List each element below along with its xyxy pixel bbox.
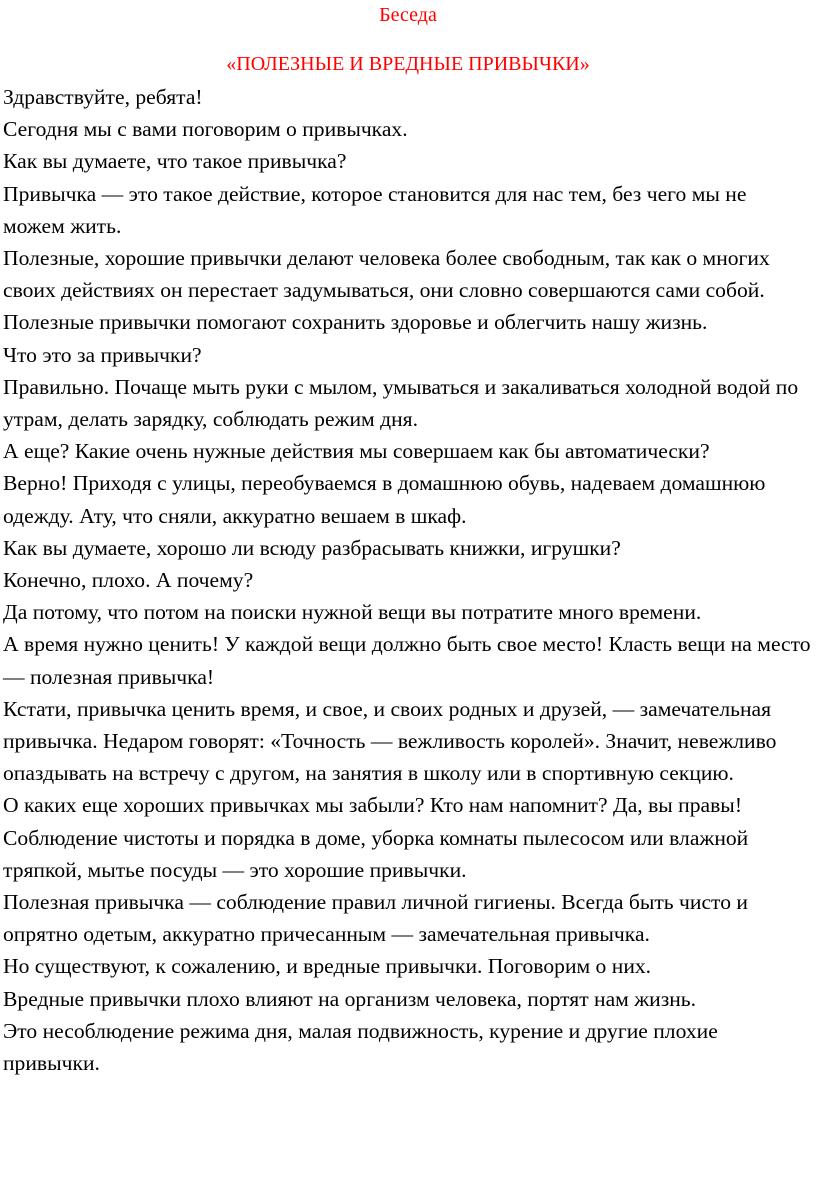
document-subheading: «ПОЛЕЗНЫЕ И ВРЕДНЫЕ ПРИВЫЧКИ» bbox=[226, 53, 590, 75]
paragraph: Здравствуйте, ребята! bbox=[3, 85, 203, 109]
paragraph: Верно! Приходя с улицы, переобуваемся в домашнюю обувь, надеваем домашнюю одежду. Ату, что сняли, аккуратно вешаем в шкаф. bbox=[3, 471, 766, 528]
document-body bbox=[3, 81, 813, 1079]
paragraph: Это несоблюдение режима дня, малая подвижность, курение и другие плохие привычки. bbox=[3, 1018, 718, 1076]
paragraph: О каких еще хороших привычках мы забыли? Кто нам напомнит? Да, вы правы! Соблюдение чистоты и порядка в доме, уборка комнаты пылесосом или влажной тряпкой, мытье посуды — это хорошие привычки. bbox=[3, 793, 749, 882]
paragraph: Правильно. Почаще мыть руки с мылом, умываться и закаливаться холодной водой по утрам, делать зарядку, соблюдать режим дня. bbox=[3, 374, 799, 432]
paragraph: Полезные, хорошие привычки делают человека более свободным, так как о многих своих действиях он перестает задумываться, они словно совершаются сами собой. bbox=[3, 246, 770, 303]
paragraph: Полезная привычка — соблюдение правил личной гигиены. Всегда быть чисто и опрятно одетым, аккуратно причесанным — замечательная привычка. bbox=[3, 890, 748, 947]
document-heading: Беседа bbox=[379, 4, 437, 26]
paragraph: Кстати, привычка ценить время, и свое, и своих родных и друзей, — замечательная привычка. Недаром говорят: «Точность — вежливость королей». Значит, невежливо опаздывать на встречу с другом, на занятия в школу или в спортивную секцию. bbox=[3, 696, 777, 786]
paragraph: А еще? Какие очень нужные действия мы совершаем как бы автоматически? bbox=[3, 439, 710, 464]
paragraph: Полезные привычки помогают сохранить здоровье и облегчить нашу жизнь. bbox=[3, 310, 708, 335]
paragraph: Как вы думаете, что такое привычка? bbox=[3, 149, 347, 174]
paragraph: Что это за привычки? bbox=[3, 342, 202, 367]
paragraph: Но существуют, к сожалению, и вредные привычки. Поговорим о них. bbox=[3, 954, 652, 979]
paragraph: Вредные привычки плохо влияют на организм человека, портят нам жизнь. bbox=[3, 986, 697, 1011]
paragraph: Сегодня мы с вами поговорим о привычках. bbox=[3, 117, 408, 142]
paragraph: А время нужно ценить! У каждой вещи должно быть свое место! Класть вещи на место — полезная привычка! bbox=[3, 632, 811, 689]
paragraph: Конечно, плохо. А почему? bbox=[3, 568, 254, 593]
paragraph: Да потому, что потом на поиски нужной вещи вы потратите много времени. bbox=[3, 600, 702, 625]
paragraph: Привычка — это такое действие, которое становится для нас тем, без чего мы не можем жить. bbox=[3, 181, 747, 238]
paragraph: Как вы думаете, хорошо ли всюду разбрасывать книжки, игрушки? bbox=[3, 535, 621, 560]
